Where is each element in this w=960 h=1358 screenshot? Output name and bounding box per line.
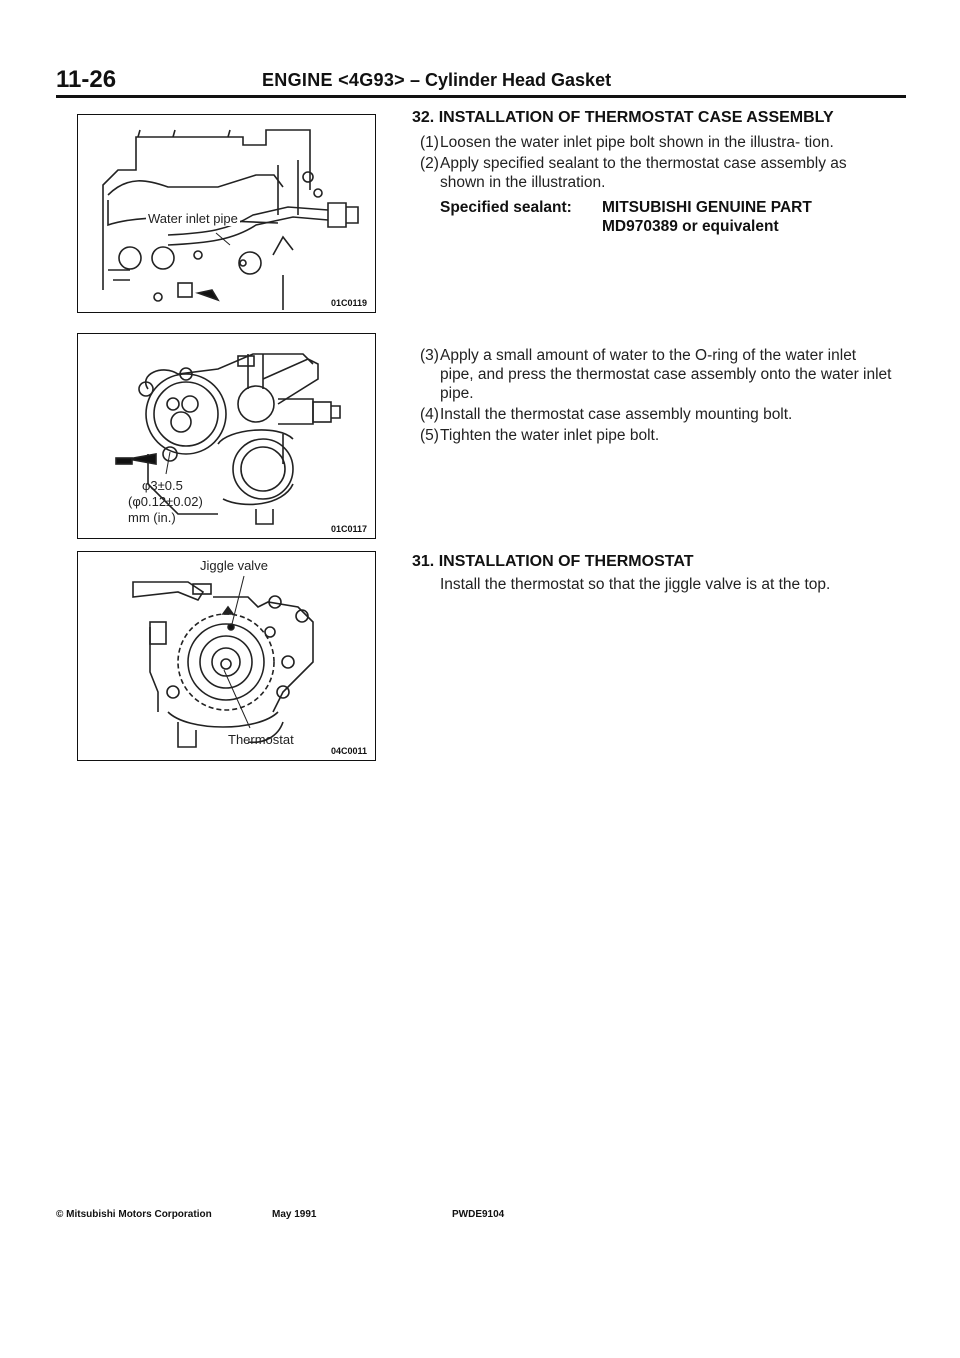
thermostat-label: Thermostat: [228, 732, 294, 747]
figure-code: 01C0119: [330, 298, 367, 308]
step-2: [412, 154, 892, 192]
page-title: [262, 70, 611, 91]
step-text: Loosen the water inlet pipe bolt shown in the illustra- tion.: [440, 134, 834, 151]
document-code: PWDE9104: [452, 1209, 505, 1220]
figure-code: 01C0117: [330, 524, 367, 534]
publication-date: May 1991: [272, 1209, 317, 1220]
figure-water-inlet-pipe: [77, 114, 376, 313]
step-1: [412, 133, 892, 152]
step-5: [412, 426, 892, 445]
section-31-title: 31. INSTALLATION OF THERMOSTAT: [412, 553, 694, 570]
step-number: (2): [420, 155, 439, 172]
diameter-inch-label: (φ0.12±0.02): [128, 494, 203, 509]
thermostat-case-illustration: [78, 334, 375, 538]
section-32-title: 32. INSTALLATION OF THERMOSTAT CASE ASSEMBLY: [412, 109, 834, 126]
page-number: 11-26: [56, 66, 117, 93]
jiggle-valve-label: Jiggle valve: [200, 558, 268, 573]
figure-sealant-application: [77, 333, 376, 539]
figure-code: 04C0011: [330, 746, 367, 756]
step-number: (1): [420, 134, 439, 151]
step-text: Apply specified sealant to the thermostat case assembly as shown in the illustration.: [440, 155, 847, 191]
step-number: (4): [420, 406, 439, 423]
step-text: Install the thermostat case assembly mounting bolt.: [440, 406, 793, 423]
thermostat-illustration: [78, 552, 375, 760]
spec-value: MITSUBISHI GENUINE PART MD970389 or equivalent: [602, 199, 812, 235]
step-number: (5): [420, 427, 439, 444]
step-4: [412, 405, 892, 424]
title-prefix: ENGINE <4G93>: [262, 70, 405, 90]
spec-label: Specified sealant:: [440, 199, 572, 216]
title-suffix: – Cylinder Head Gasket: [404, 70, 612, 90]
copyright: © Mitsubishi Motors Corporation: [56, 1209, 212, 1220]
step-3: [412, 346, 892, 403]
figure-thermostat: [77, 551, 376, 761]
diameter-label: φ3±0.5: [142, 478, 183, 493]
water-inlet-pipe-label: Water inlet pipe: [148, 211, 238, 226]
specified-sealant: [412, 198, 892, 235]
step-text: Tighten the water inlet pipe bolt.: [440, 427, 660, 444]
step-number: (3): [420, 347, 439, 364]
section-31-text: Install the thermostat so that the jiggle valve is at the top.: [440, 576, 831, 593]
section-32: [412, 108, 892, 235]
unit-label: mm (in.): [128, 510, 176, 525]
header-rule: [56, 95, 906, 98]
section-32-continued: [412, 344, 892, 445]
section-31: [412, 552, 892, 594]
step-text: Apply a small amount of water to the O-ring of the water inlet pipe, and press the thermostat case assembly onto the water inlet pipe.: [440, 347, 892, 402]
